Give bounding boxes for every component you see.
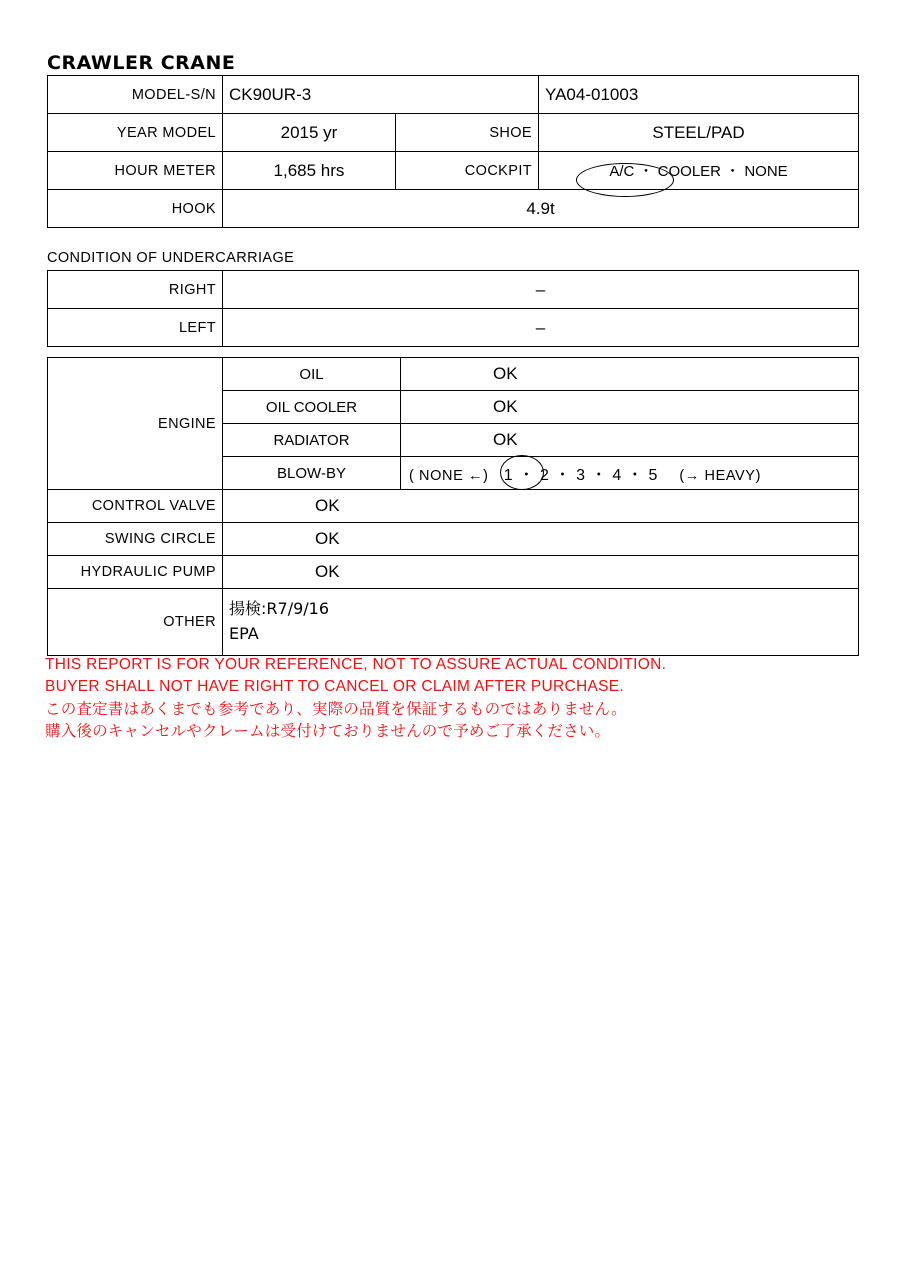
condition-table bbox=[47, 357, 859, 656]
page-title: CRAWLER CRANE bbox=[47, 52, 236, 74]
hydraulic-pump-label: HYDRAULIC PUMP bbox=[48, 556, 223, 589]
blow-by-label: BLOW-BY bbox=[223, 457, 401, 490]
engine-oil-label: OIL bbox=[223, 358, 401, 391]
control-valve-label: CONTROL VALVE bbox=[48, 490, 223, 523]
blow-by-scale-suffix: (→ HEAVY) bbox=[679, 467, 762, 484]
hook-value: 4.9t bbox=[223, 190, 859, 228]
control-valve-value: OK bbox=[223, 490, 859, 523]
table-row bbox=[48, 358, 859, 391]
engine-radiator-label: RADIATOR bbox=[223, 424, 401, 457]
table-row bbox=[48, 190, 859, 228]
undercarriage-section-label: CONDITION OF UNDERCARRIAGE bbox=[47, 250, 295, 266]
table-row bbox=[48, 309, 859, 347]
table-row bbox=[48, 589, 859, 656]
engine-oil-cooler-value: OK bbox=[401, 391, 859, 424]
swing-circle-label: SWING CIRCLE bbox=[48, 523, 223, 556]
year-model-label: YEAR MODEL bbox=[48, 114, 223, 152]
hour-meter-label: HOUR METER bbox=[48, 152, 223, 190]
blow-by-scale bbox=[401, 457, 859, 490]
blow-by-scale-prefix: ( NONE ←) bbox=[409, 467, 489, 484]
engine-oil-cooler-label: OIL COOLER bbox=[223, 391, 401, 424]
table-row bbox=[48, 556, 859, 589]
blow-by-scale-values: 1 ・ 2 ・ 3 ・ 4 ・ 5 bbox=[503, 466, 659, 484]
serial-number-value: YA04-01003 bbox=[539, 76, 859, 114]
table-row bbox=[48, 271, 859, 309]
table-row bbox=[48, 152, 859, 190]
cockpit-label: COCKPIT bbox=[396, 152, 539, 190]
hook-label: HOOK bbox=[48, 190, 223, 228]
disclaimer bbox=[45, 654, 666, 742]
undercarriage-right-value: – bbox=[223, 271, 859, 309]
disclaimer-line-1: THIS REPORT IS FOR YOUR REFERENCE, NOT TO ASSURE ACTUAL CONDITION. bbox=[45, 656, 667, 673]
cockpit-value: A/C ・ COOLER ・ NONE bbox=[539, 152, 859, 190]
shoe-label: SHOE bbox=[396, 114, 539, 152]
other-value bbox=[223, 589, 859, 656]
table-row bbox=[48, 114, 859, 152]
swing-circle-value: OK bbox=[223, 523, 859, 556]
model-sn-label: MODEL-S/N bbox=[48, 76, 223, 114]
hour-meter-value: 1,685 hrs bbox=[223, 152, 396, 190]
other-label: OTHER bbox=[48, 589, 223, 656]
shoe-value: STEEL/PAD bbox=[539, 114, 859, 152]
undercarriage-left-label: LEFT bbox=[48, 309, 223, 347]
table-row bbox=[48, 76, 859, 114]
undercarriage-right-label: RIGHT bbox=[48, 271, 223, 309]
undercarriage-table bbox=[47, 270, 859, 347]
table-row bbox=[48, 523, 859, 556]
undercarriage-left-value: – bbox=[223, 309, 859, 347]
disclaimer-line-4: 購入後のキャンセルやクレームは受付けておりませんので予めご了承ください。 bbox=[45, 722, 611, 740]
year-model-value: 2015 yr bbox=[223, 114, 396, 152]
engine-oil-value: OK bbox=[401, 358, 859, 391]
engine-radiator-value: OK bbox=[401, 424, 859, 457]
other-line-1: 揚検:R7/9/16 bbox=[229, 599, 330, 619]
table-row bbox=[48, 490, 859, 523]
specification-table bbox=[47, 75, 859, 228]
engine-label: ENGINE bbox=[48, 358, 223, 490]
model-sn-value: CK90UR-3 bbox=[223, 76, 539, 114]
hydraulic-pump-value: OK bbox=[223, 556, 859, 589]
disclaimer-line-2: BUYER SHALL NOT HAVE RIGHT TO CANCEL OR CLAIM AFTER PURCHASE. bbox=[45, 678, 625, 695]
disclaimer-line-3: この査定書はあくまでも参考であり、実際の品質を保証するものではありません。 bbox=[45, 700, 627, 718]
other-line-2: EPA bbox=[229, 624, 259, 643]
